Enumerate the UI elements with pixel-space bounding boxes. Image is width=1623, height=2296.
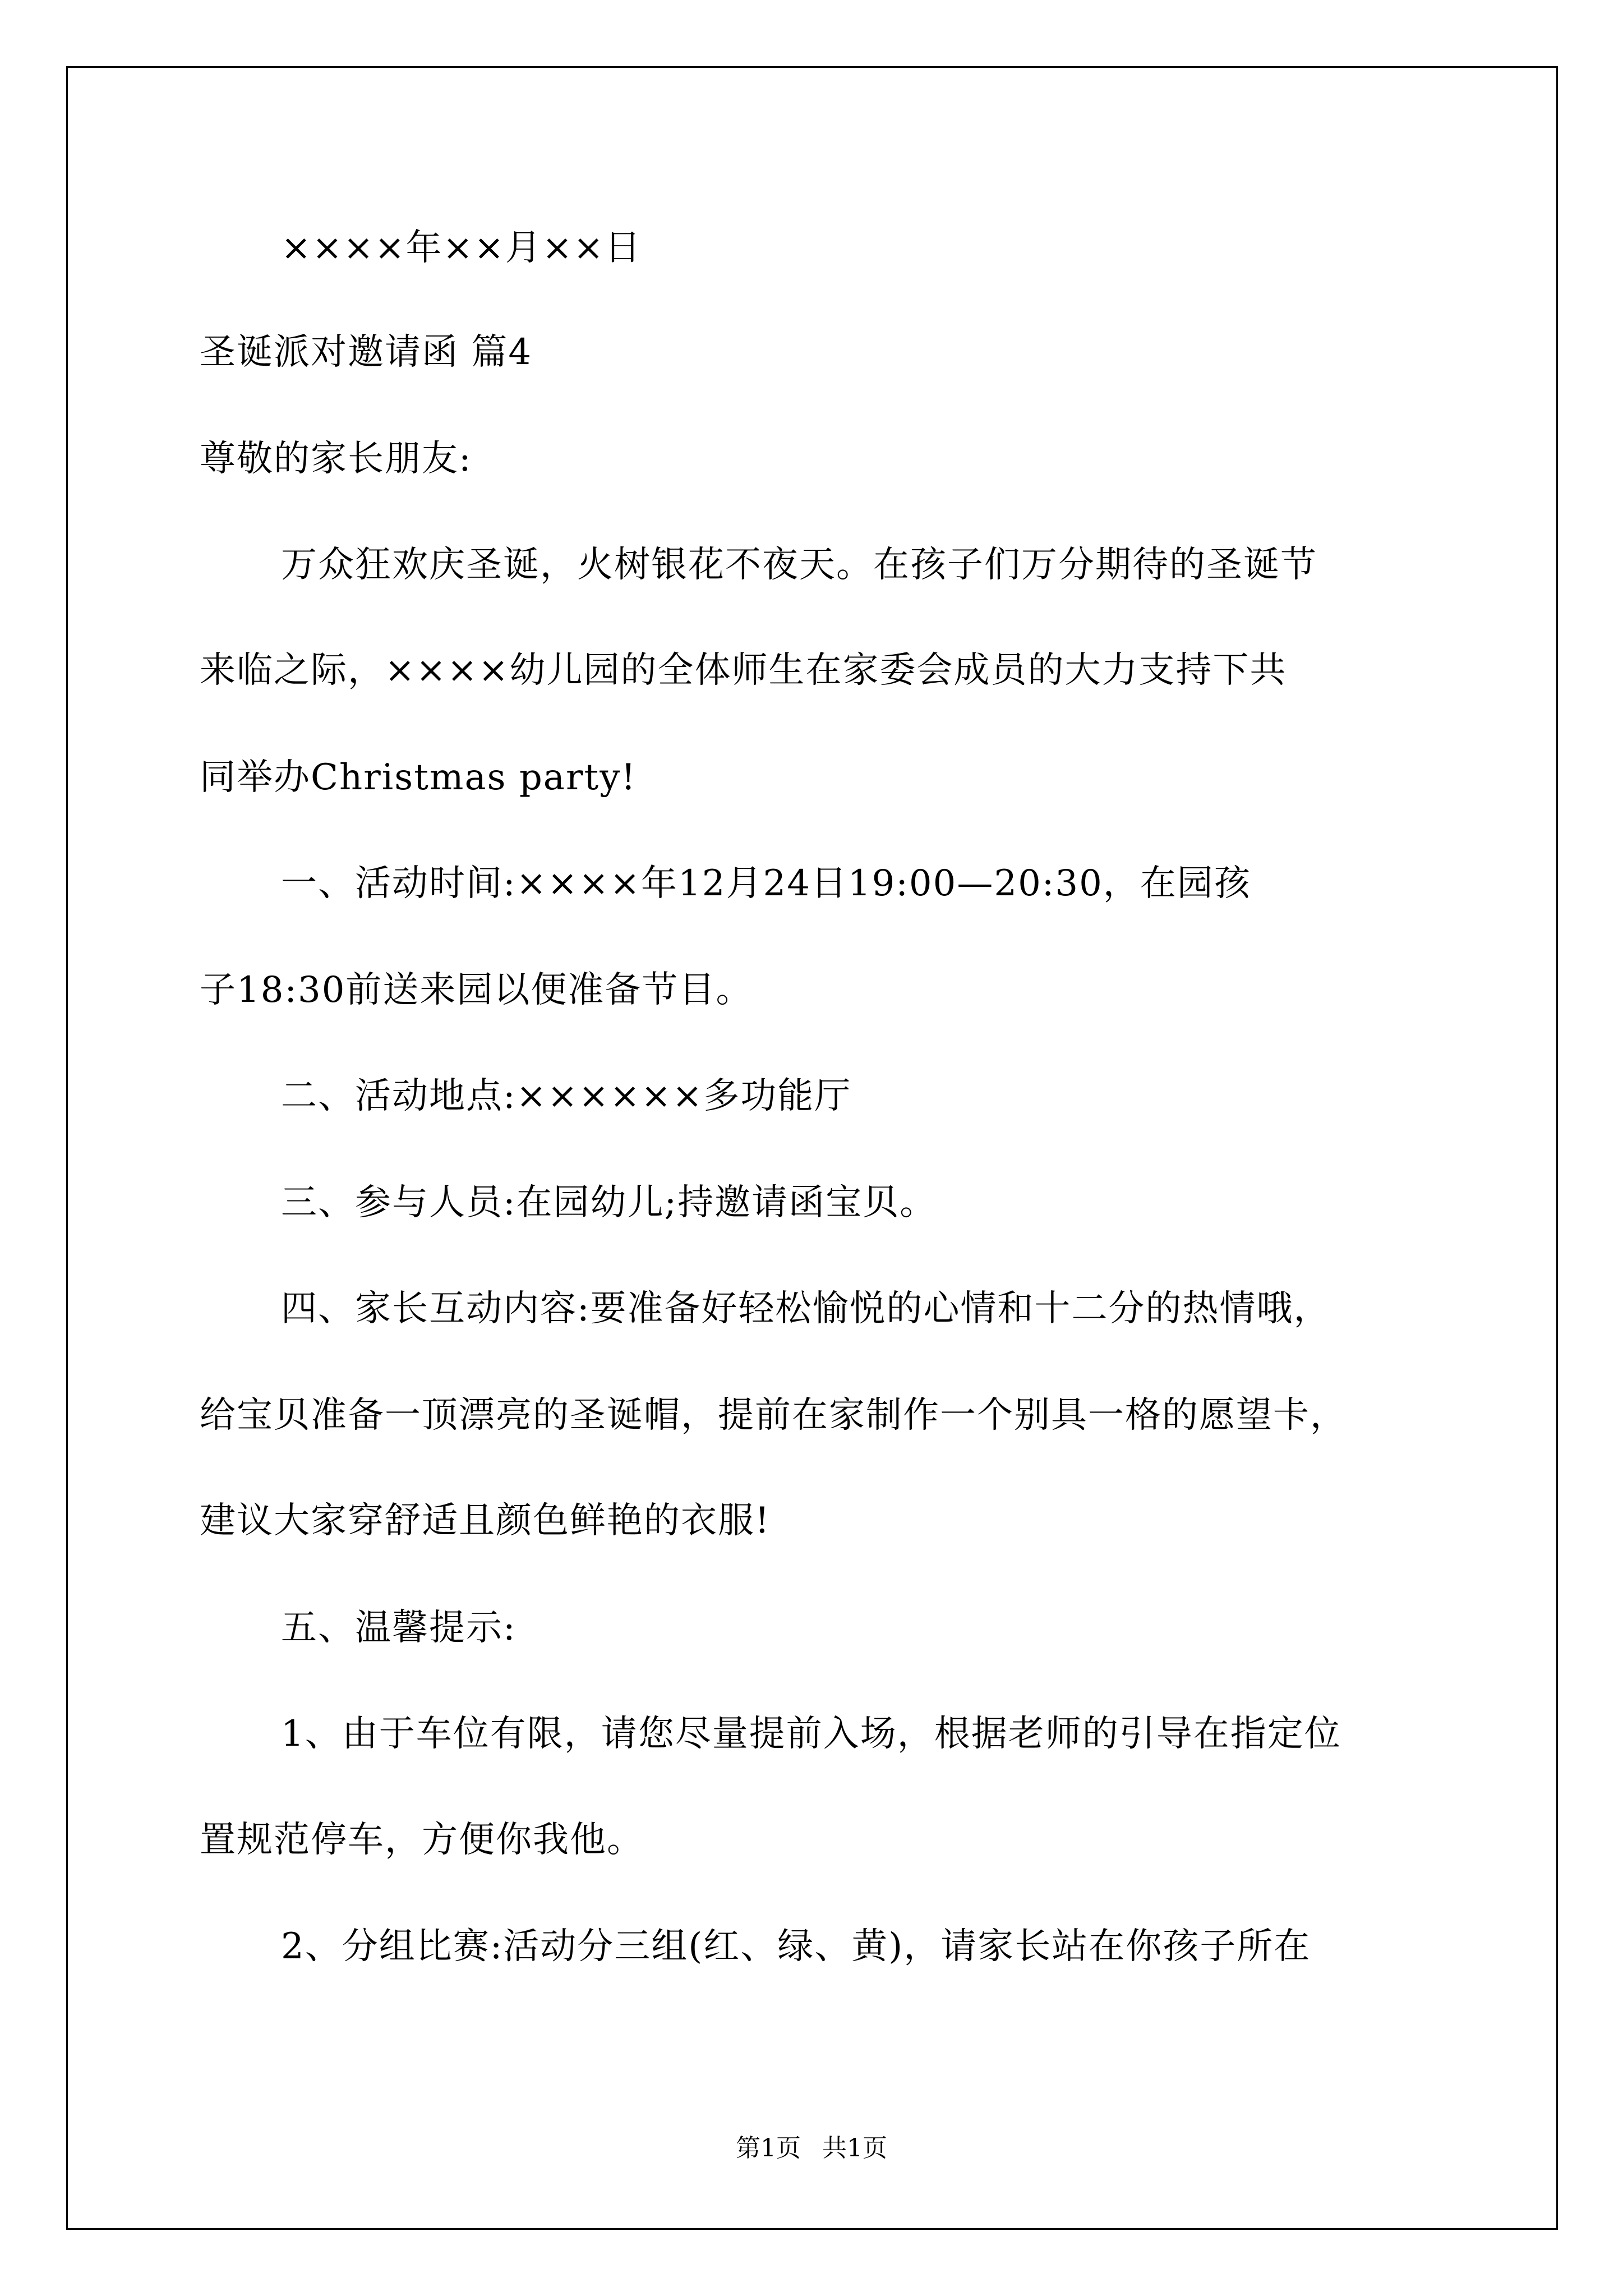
salutation: 尊敬的家长朋友: [200, 438, 472, 480]
page-border [66, 66, 1558, 2230]
section-title: 圣诞派对邀请函 篇4 [200, 332, 533, 373]
page-footer [0, 2132, 1623, 2165]
item3: 三、参与人员:在园幼儿;持邀请函宝贝。 [281, 1182, 937, 1223]
intro-line-2: 来临之际，××××幼儿园的全体师生在家委会成员的大力支持下共 [200, 650, 1287, 691]
tip1-line-1: 1、由于车位有限，请您尽量提前入场，根据老师的引导在指定位 [281, 1713, 1341, 1755]
date-line: ××××年××月××日 [281, 227, 642, 269]
page-number-current: 第1页 [736, 2134, 801, 2162]
item4-line-2: 给宝贝准备一顶漂亮的圣诞帽，提前在家制作一个别具一格的愿望卡， [200, 1395, 1347, 1436]
tip1-line-2: 置规范停车，方便你我他。 [200, 1819, 644, 1861]
item1-line-1: 一、活动时间:××××年12月24日19:00—20:30，在园孩 [281, 863, 1251, 904]
item1-line-2: 子18:30前送来园以便准备节目。 [200, 969, 753, 1011]
item4-line-3: 建议大家穿舒适且颜色鲜艳的衣服! [200, 1500, 771, 1542]
intro-line-1: 万众狂欢庆圣诞，火树银花不夜天。在孩子们万分期待的圣诞节 [281, 544, 1317, 586]
item4-line-1: 四、家长互动内容:要准备好轻松愉悦的心情和十二分的热情哦， [281, 1288, 1331, 1329]
intro-line-3: 同举办Christmas party! [200, 757, 637, 798]
tip2-line-1: 2、分组比赛:活动分三组(红、绿、黄)，请家长站在你孩子所在 [281, 1926, 1311, 1967]
item5-heading: 五、温馨提示: [281, 1607, 517, 1649]
item2: 二、活动地点:××××××多功能厅 [281, 1075, 852, 1117]
page-number-total: 共1页 [822, 2134, 887, 2162]
